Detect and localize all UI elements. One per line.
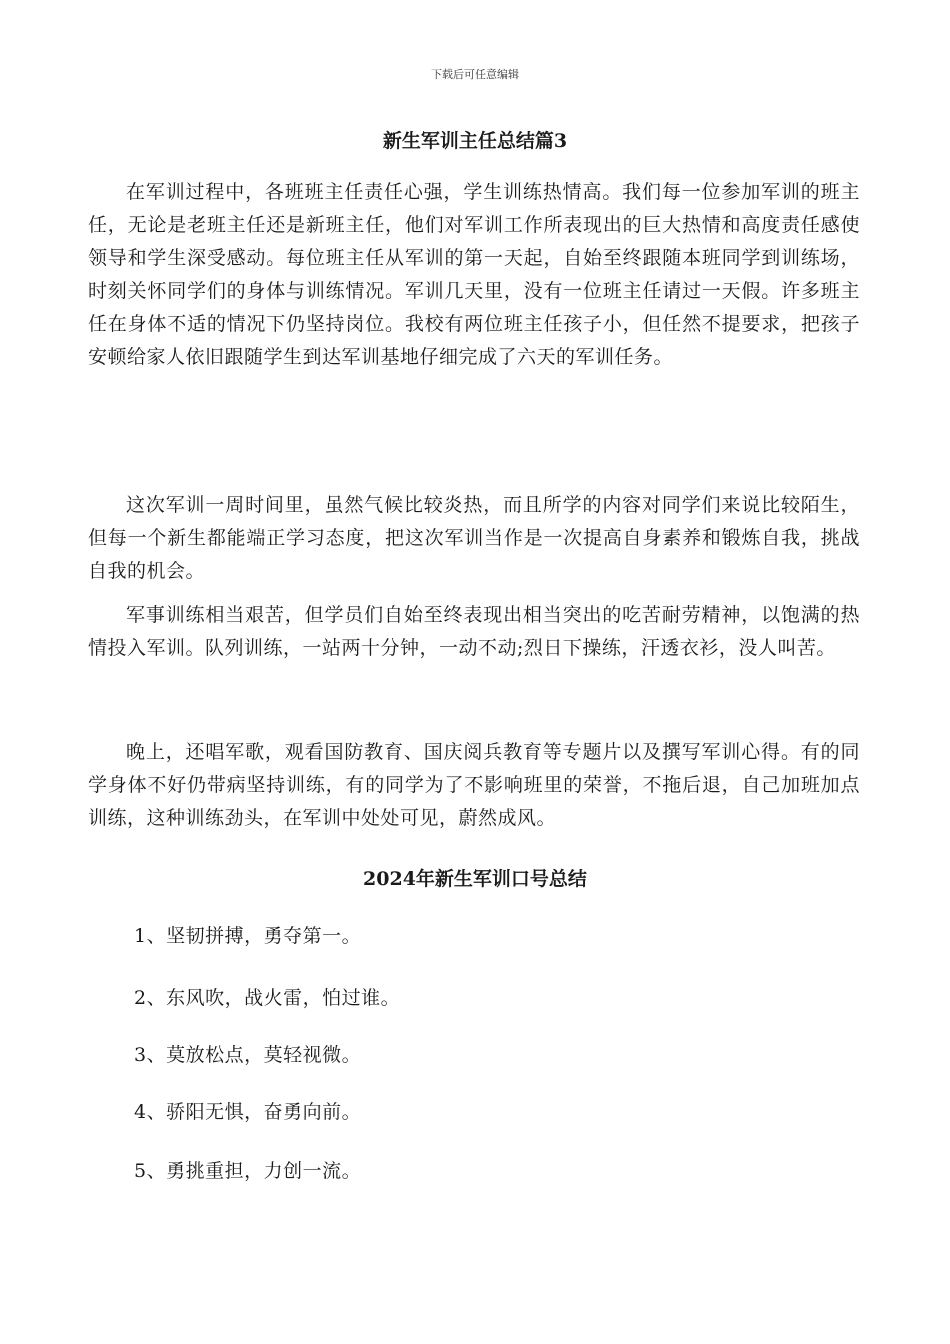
slogan-item: 1、坚韧拼搏，勇夺第一。 [134, 925, 362, 947]
slogan-item: 2、东风吹，战火雷，怕过谁。 [134, 987, 401, 1009]
slogans-title: 2024年新生军训口号总结 [363, 868, 587, 890]
section-title: 新生军训主任总结篇3 [382, 130, 568, 152]
slogan-item: 4、骄阳无惧，奋勇向前。 [134, 1101, 362, 1123]
paragraph: 军事训练相当艰苦，但学员们自始至终表现出相当突出的吃苦耐劳精神，以饱满的热情投入军训。队列训练，一站两十分钟，一动不动;烈日下操练，汗透衣衫，没人叫苦。 [88, 604, 860, 659]
header-note: 下载后可任意编辑 [431, 68, 519, 81]
paragraph: 这次军训一周时间里，虽然气候比较炎热，而且所学的内容对同学们来说比较陌生，但每一个新生都能端正学习态度，把这次军训当作是一次提高自身素养和锻炼自我，挑战自我的机会。 [88, 494, 860, 582]
paragraph: 晚上，还唱军歌，观看国防教育、国庆阅兵教育等专题片以及撰写军训心得。有的同学身体不好仍带病坚持训练，有的同学为了不影响班里的荣誉，不拖后退，自己加班加点训练，这种训练劲头，在军训中处处可见，蔚然成风。 [88, 741, 860, 829]
slogan-item: 5、勇挑重担，力创一流。 [134, 1160, 362, 1182]
slogan-item: 3、莫放松点，莫轻视微。 [134, 1044, 362, 1066]
paragraph: 在军训过程中，各班班主任责任心强，学生训练热情高。我们每一位参加军训的班主任，无论是老班主任还是新班主任，他们对军训工作所表现出的巨大热情和高度责任感使领导和学生深受感动。每位班主任从军训的第一天起，自始至终跟随本班同学到训练场，时刻关怀同学们的身体与训练情况。军训几天里，没有一位班主任请过一天假。许多班主任在身体不适的情况下仍坚持岗位。我校有两位班主任孩子小，但任然不提要求，把孩子安顿给家人依旧跟随学生到达军训基地仔细完成了六天的军训任务。 [88, 181, 860, 368]
